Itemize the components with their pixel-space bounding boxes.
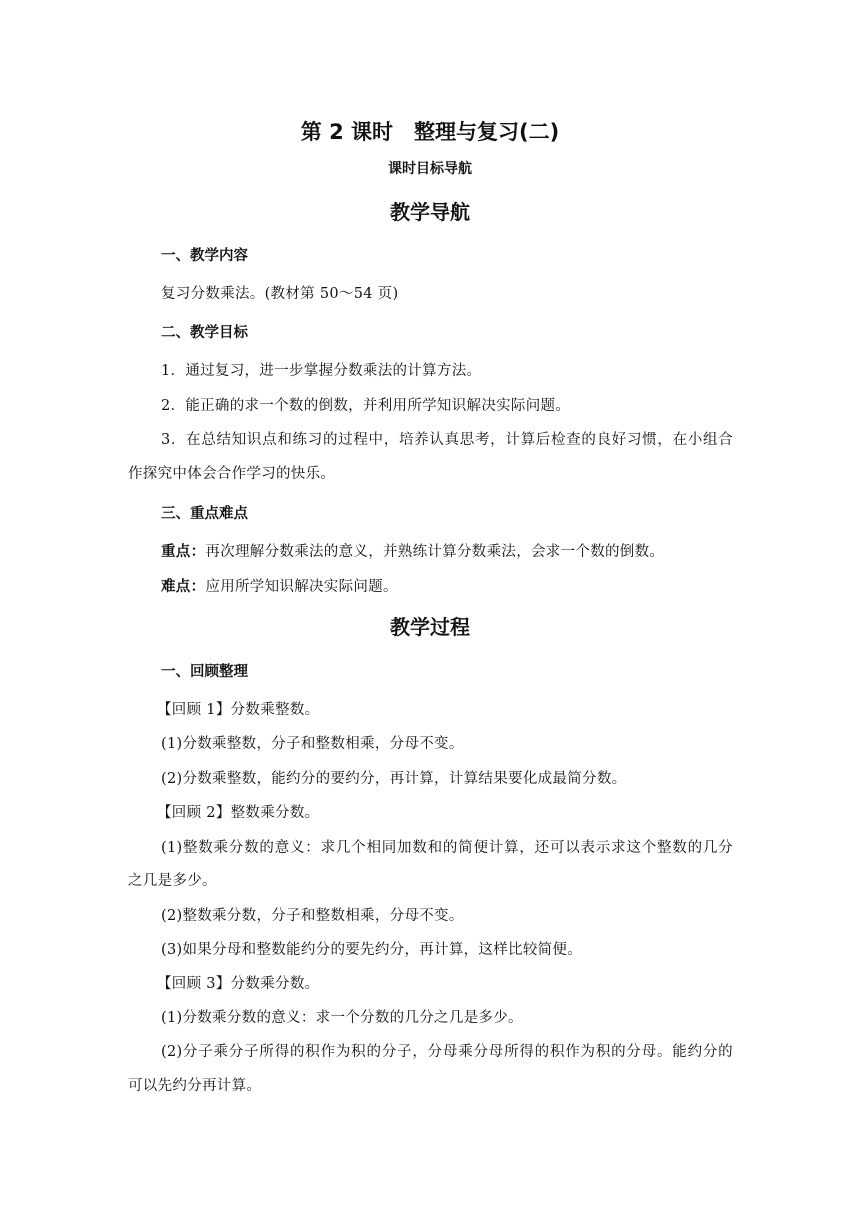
heading-review: 一、回顾整理: [161, 664, 248, 680]
section-heading-teaching-process: 教学过程: [390, 615, 470, 639]
goal-item-2: 2．能正确的求一个数的倒数，并利用所学知识解决实际问题。: [161, 398, 571, 414]
key-point-paragraph: [161, 540, 664, 561]
review-1-heading: 【回顾 1】分数乘整数。: [157, 702, 320, 718]
difficulty-text: 应用所学知识解决实际问题。: [205, 579, 398, 595]
review-3-heading: 【回顾 3】分数乘分数。: [157, 976, 320, 992]
goal-item-3-line-2: 作探究中体会合作学习的快乐。: [128, 466, 336, 482]
difficulty-label: 难点：: [161, 579, 206, 595]
review-3-point-2-line-1: (2)分子乘分子所得的积作为积的分子，分母乘分母所得的积作为积的分母。能约分的: [161, 1044, 733, 1060]
difficulty-paragraph: [161, 575, 398, 596]
review-2-heading: 【回顾 2】整数乘分数。: [157, 805, 320, 821]
review-3-point-1: (1)分数乘分数的意义：求一个分数的几分之几是多少。: [161, 1010, 523, 1026]
section-heading-teaching-guide: 教学导航: [390, 200, 470, 224]
review-2-point-1-line-1: (1)整数乘分数的意义：求几个相同加数和的简便计算，还可以表示求这个整数的几分: [161, 840, 733, 856]
lesson-subtitle: 课时目标导航: [388, 161, 472, 177]
review-1-point-2: (2)分数乘整数，能约分的要约分，再计算，计算结果要化成最简分数。: [161, 771, 627, 787]
heading-teaching-goals: 二、教学目标: [161, 325, 248, 341]
review-3-point-2-line-2: 可以先约分再计算。: [128, 1078, 262, 1094]
key-point-label: 重点：: [161, 544, 206, 560]
review-2-point-2: (2)整数乘分数，分子和整数相乘，分母不变。: [161, 908, 464, 924]
goal-item-1: 1．通过复习，进一步掌握分数乘法的计算方法。: [161, 363, 482, 379]
heading-teaching-content: 一、教学内容: [161, 248, 248, 264]
goal-item-3-line-1: 3．在总结知识点和练习的过程中，培养认真思考，计算后检查的良好习惯，在小组合: [161, 432, 733, 448]
heading-key-points: 三、重点难点: [161, 506, 248, 522]
review-1-point-1: (1)分数乘整数，分子和整数相乘，分母不变。: [161, 736, 464, 752]
review-2-point-1-line-2: 之几是多少。: [128, 873, 217, 889]
key-point-text: 再次理解分数乘法的意义，并熟练计算分数乘法，会求一个数的倒数。: [205, 544, 665, 560]
lesson-title: 第 2 课时 整理与复习(二): [300, 120, 560, 144]
teaching-content-text: 复习分数乘法。(教材第 50～54 页): [161, 286, 399, 302]
review-2-point-3: (3)如果分母和整数能约分的要先约分，再计算，这样比较简便。: [161, 942, 583, 958]
